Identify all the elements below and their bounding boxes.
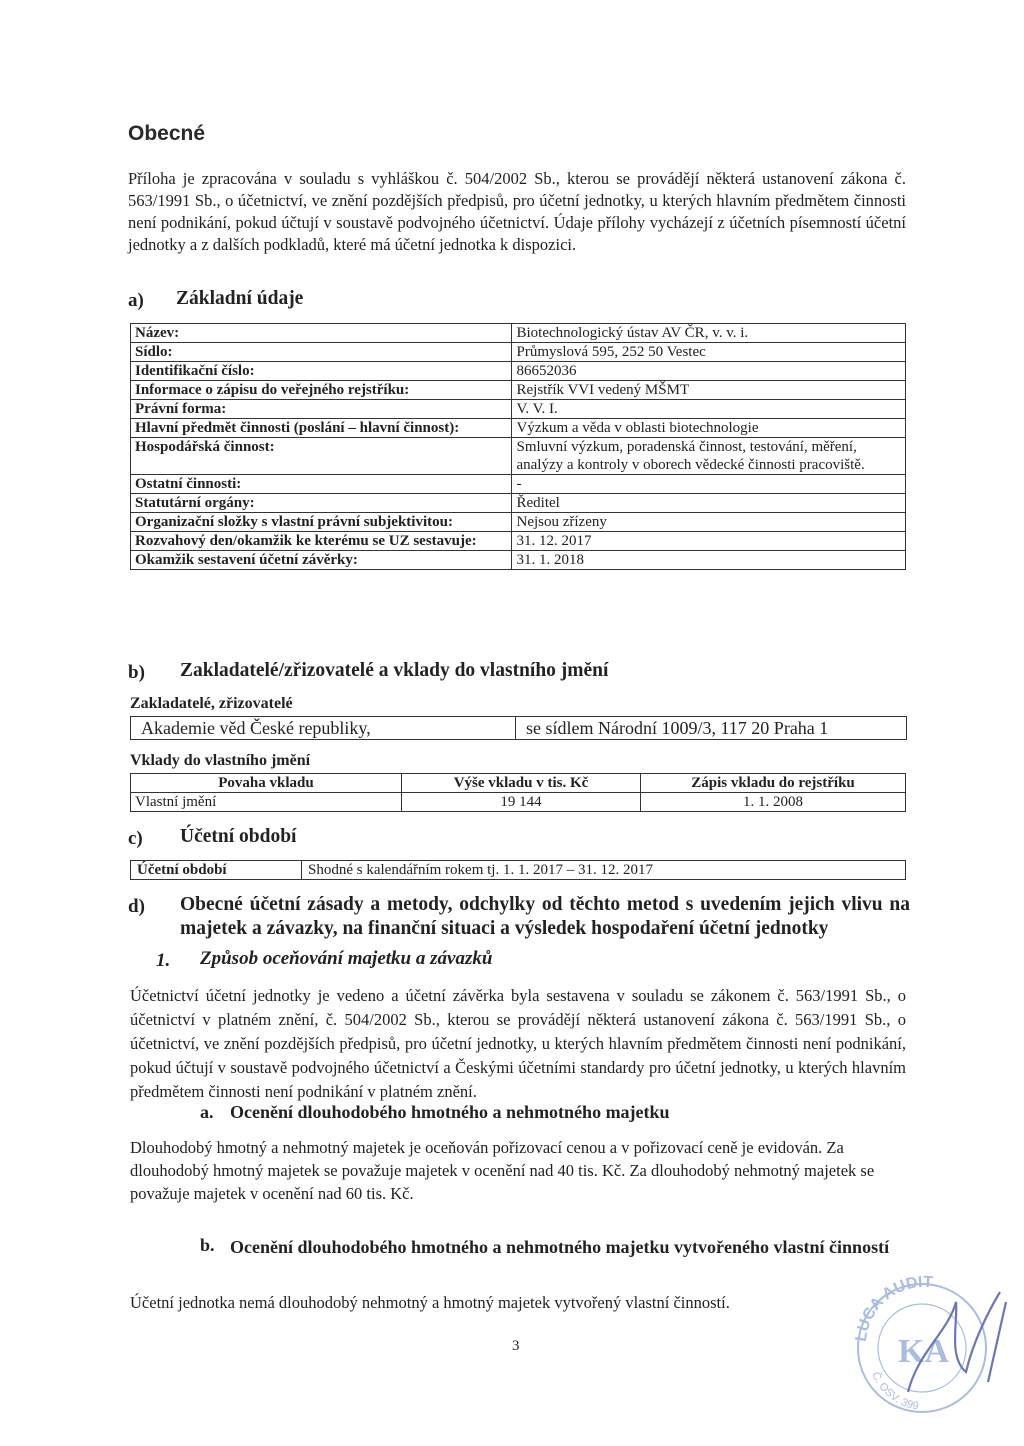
info-value: 31. 1. 2018 — [512, 551, 906, 570]
info-value: V. V. I. — [512, 400, 906, 419]
info-value: Smluvní výzkum, poradenská činnost, testování, měření, analýzy a kontroly v oborech vědecké činnosti pracoviště. — [512, 438, 906, 475]
info-label: Sídlo: — [131, 343, 512, 362]
subsection-1-text: Účetnictví účetní jednotky je vedeno a účetní závěrka byla sestavena v souladu se zákonem č. 563/1991 Sb., o účetnictví v platném znění, č. 504/2002 Sb., kterou se provádějí některá ustanovení zákona č. 563/1991 Sb., o účetnictví, ve znění pozdějších předpisů, pro účetní jednotky, u kterých hlavním předmětem činnosti není podnikání, pokud účtují v soustavě podvojného účetnictví a Českými účetními standardy pro účetní jednotky, u kterých hlavním předmětem činnosti není podnikání v platném znění. — [130, 986, 906, 1101]
info-label: Informace o zápisu do veřejného rejstříku: — [131, 381, 512, 400]
basic-info-table — [130, 323, 906, 570]
info-row — [131, 324, 906, 343]
subsection-b-letter: b. — [200, 1235, 215, 1255]
auditor-stamp — [838, 1262, 1018, 1422]
deposit-type: Vlastní jmění — [131, 793, 402, 812]
deposit-header-amount: Výše vkladu v tis. Kč — [402, 774, 641, 793]
info-label: Ostatní činnosti: — [131, 475, 512, 494]
deposit-header-type: Povaha vkladu — [131, 774, 402, 793]
info-label: Hlavní předmět činnosti (poslání – hlavní činnost): — [131, 419, 512, 438]
subsection-a-text: Dlouhodobý hmotný a nehmotný majetek je oceňován pořizovací cenou a v pořizovací ceně je evidován. Za dlouhodobý hmotný majetek se považuje majetek v ocenění nad 40 tis. Kč. Za dlouhodobý nehmotný majetek se považuje majetek v ocenění nad 60 tis. Kč. — [130, 1138, 875, 1203]
page-heading: Obecné — [128, 122, 206, 145]
page-number: 3 — [512, 1338, 520, 1354]
info-label: Statutární orgány: — [131, 494, 512, 513]
info-value: Výzkum a věda v oblasti biotechnologie — [512, 419, 906, 438]
info-row — [131, 513, 906, 532]
founders-heading: Zakladatelé, zřizovatelé — [130, 695, 293, 712]
subsection-b-text: Účetní jednotka nemá dlouhodobý nehmotný a hmotný majetek vytvořený vlastní činností. — [130, 1293, 730, 1312]
section-d-letter: d) — [128, 896, 145, 917]
info-value: Biotechnologický ústav AV ČR, v. v. i. — [512, 324, 906, 343]
info-value: Rejstřík VVI vedený MŠMT — [512, 381, 906, 400]
stamp-text-bottom: Č. OSV. 399 — [869, 1370, 920, 1413]
info-row — [131, 494, 906, 513]
info-row — [131, 343, 906, 362]
deposits-table — [130, 773, 906, 812]
founder-name: Akademie věd České republiky, — [141, 718, 371, 738]
section-a-title: Základní údaje — [176, 288, 304, 309]
info-label: Právní forma: — [131, 400, 512, 419]
subsection-a-title: Ocenění dlouhodobého hmotného a nehmotného majetku — [230, 1102, 670, 1122]
info-label: Hospodářská činnost: — [131, 438, 512, 475]
deposit-header-registry: Zápis vkladu do rejstříku — [641, 774, 906, 793]
founder-seat-box — [515, 716, 907, 740]
info-row — [131, 475, 906, 494]
info-value: 86652036 — [512, 362, 906, 381]
info-label: Organizační složky s vlastní právní subjektivitou: — [131, 513, 512, 532]
info-label: Rozvahový den/okamžik ke kterému se UZ sestavuje: — [131, 532, 512, 551]
info-row — [131, 438, 906, 475]
section-a-letter: a) — [128, 290, 144, 311]
subsection-1-number: 1. — [156, 950, 171, 971]
info-value: 31. 12. 2017 — [512, 532, 906, 551]
info-row — [131, 362, 906, 381]
subsection-b-title: Ocenění dlouhodobého hmotného a nehmotného majetku vytvořeného vlastní činností — [230, 1237, 890, 1257]
info-value: Nejsou zřízeny — [512, 513, 906, 532]
accounting-period-value: Shodné s kalendářním rokem tj. 1. 1. 2017 – 31. 12. 2017 — [302, 861, 906, 880]
info-value: Ředitel — [512, 494, 906, 513]
info-row — [131, 551, 906, 570]
accounting-period-label: Účetní období — [131, 861, 302, 880]
info-row — [131, 400, 906, 419]
info-label: Název: — [131, 324, 512, 343]
section-c-letter: c) — [128, 828, 143, 849]
deposits-heading: Vklady do vlastního jmění — [130, 752, 311, 769]
deposit-amount: 19 144 — [402, 793, 641, 812]
founder-name-box — [130, 716, 516, 740]
section-b-title: Zakladatelé/zřizovatelé a vklady do vlastního jmění — [180, 660, 609, 681]
subsection-a-letter: a. — [200, 1102, 214, 1122]
founder-seat: se sídlem Národní 1009/3, 117 20 Praha 1 — [526, 718, 829, 738]
deposits-header-row — [131, 774, 906, 793]
info-row — [131, 381, 906, 400]
section-b-letter: b) — [128, 662, 145, 683]
info-row — [131, 532, 906, 551]
deposit-registry: 1. 1. 2008 — [641, 793, 906, 812]
stamp-text-top: LUCA AUDIT — [852, 1273, 934, 1343]
stamp-text-mid: KA — [898, 1333, 949, 1370]
section-d-title: Obecné účetní zásady a metody, odchylky od těchto metod s uvedením jejich vlivu na majetek a závazky, na finanční situaci a výsledek hospodaření účetní jednotky — [180, 894, 910, 939]
deposits-row — [131, 793, 906, 812]
info-label: Okamžik sestavení účetní závěrky: — [131, 551, 512, 570]
info-value: Průmyslová 595, 252 50 Vestec — [512, 343, 906, 362]
info-value: - — [512, 475, 906, 494]
info-label: Identifikační číslo: — [131, 362, 512, 381]
subsection-1-title: Způsob oceňování majetku a závazků — [200, 948, 493, 969]
accounting-period-table — [130, 860, 906, 880]
section-c-title: Účetní období — [180, 826, 297, 847]
info-row — [131, 419, 906, 438]
intro-paragraph: Příloha je zpracována v souladu s vyhláškou č. 504/2002 Sb., kterou se provádějí některá ustanovení zákona č. 563/1991 Sb., o účetnictví, ve znění pozdějších předpisů, pro účetní jednotky, u kterých hlavním předmětem činnosti není podnikání, pokud účtují v soustavě podvojného účetnictví. Údaje přílohy vycházejí z účetních písemností účetní jednotky a z dalších podkladů, které má účetní jednotka k dispozici. — [128, 169, 906, 254]
